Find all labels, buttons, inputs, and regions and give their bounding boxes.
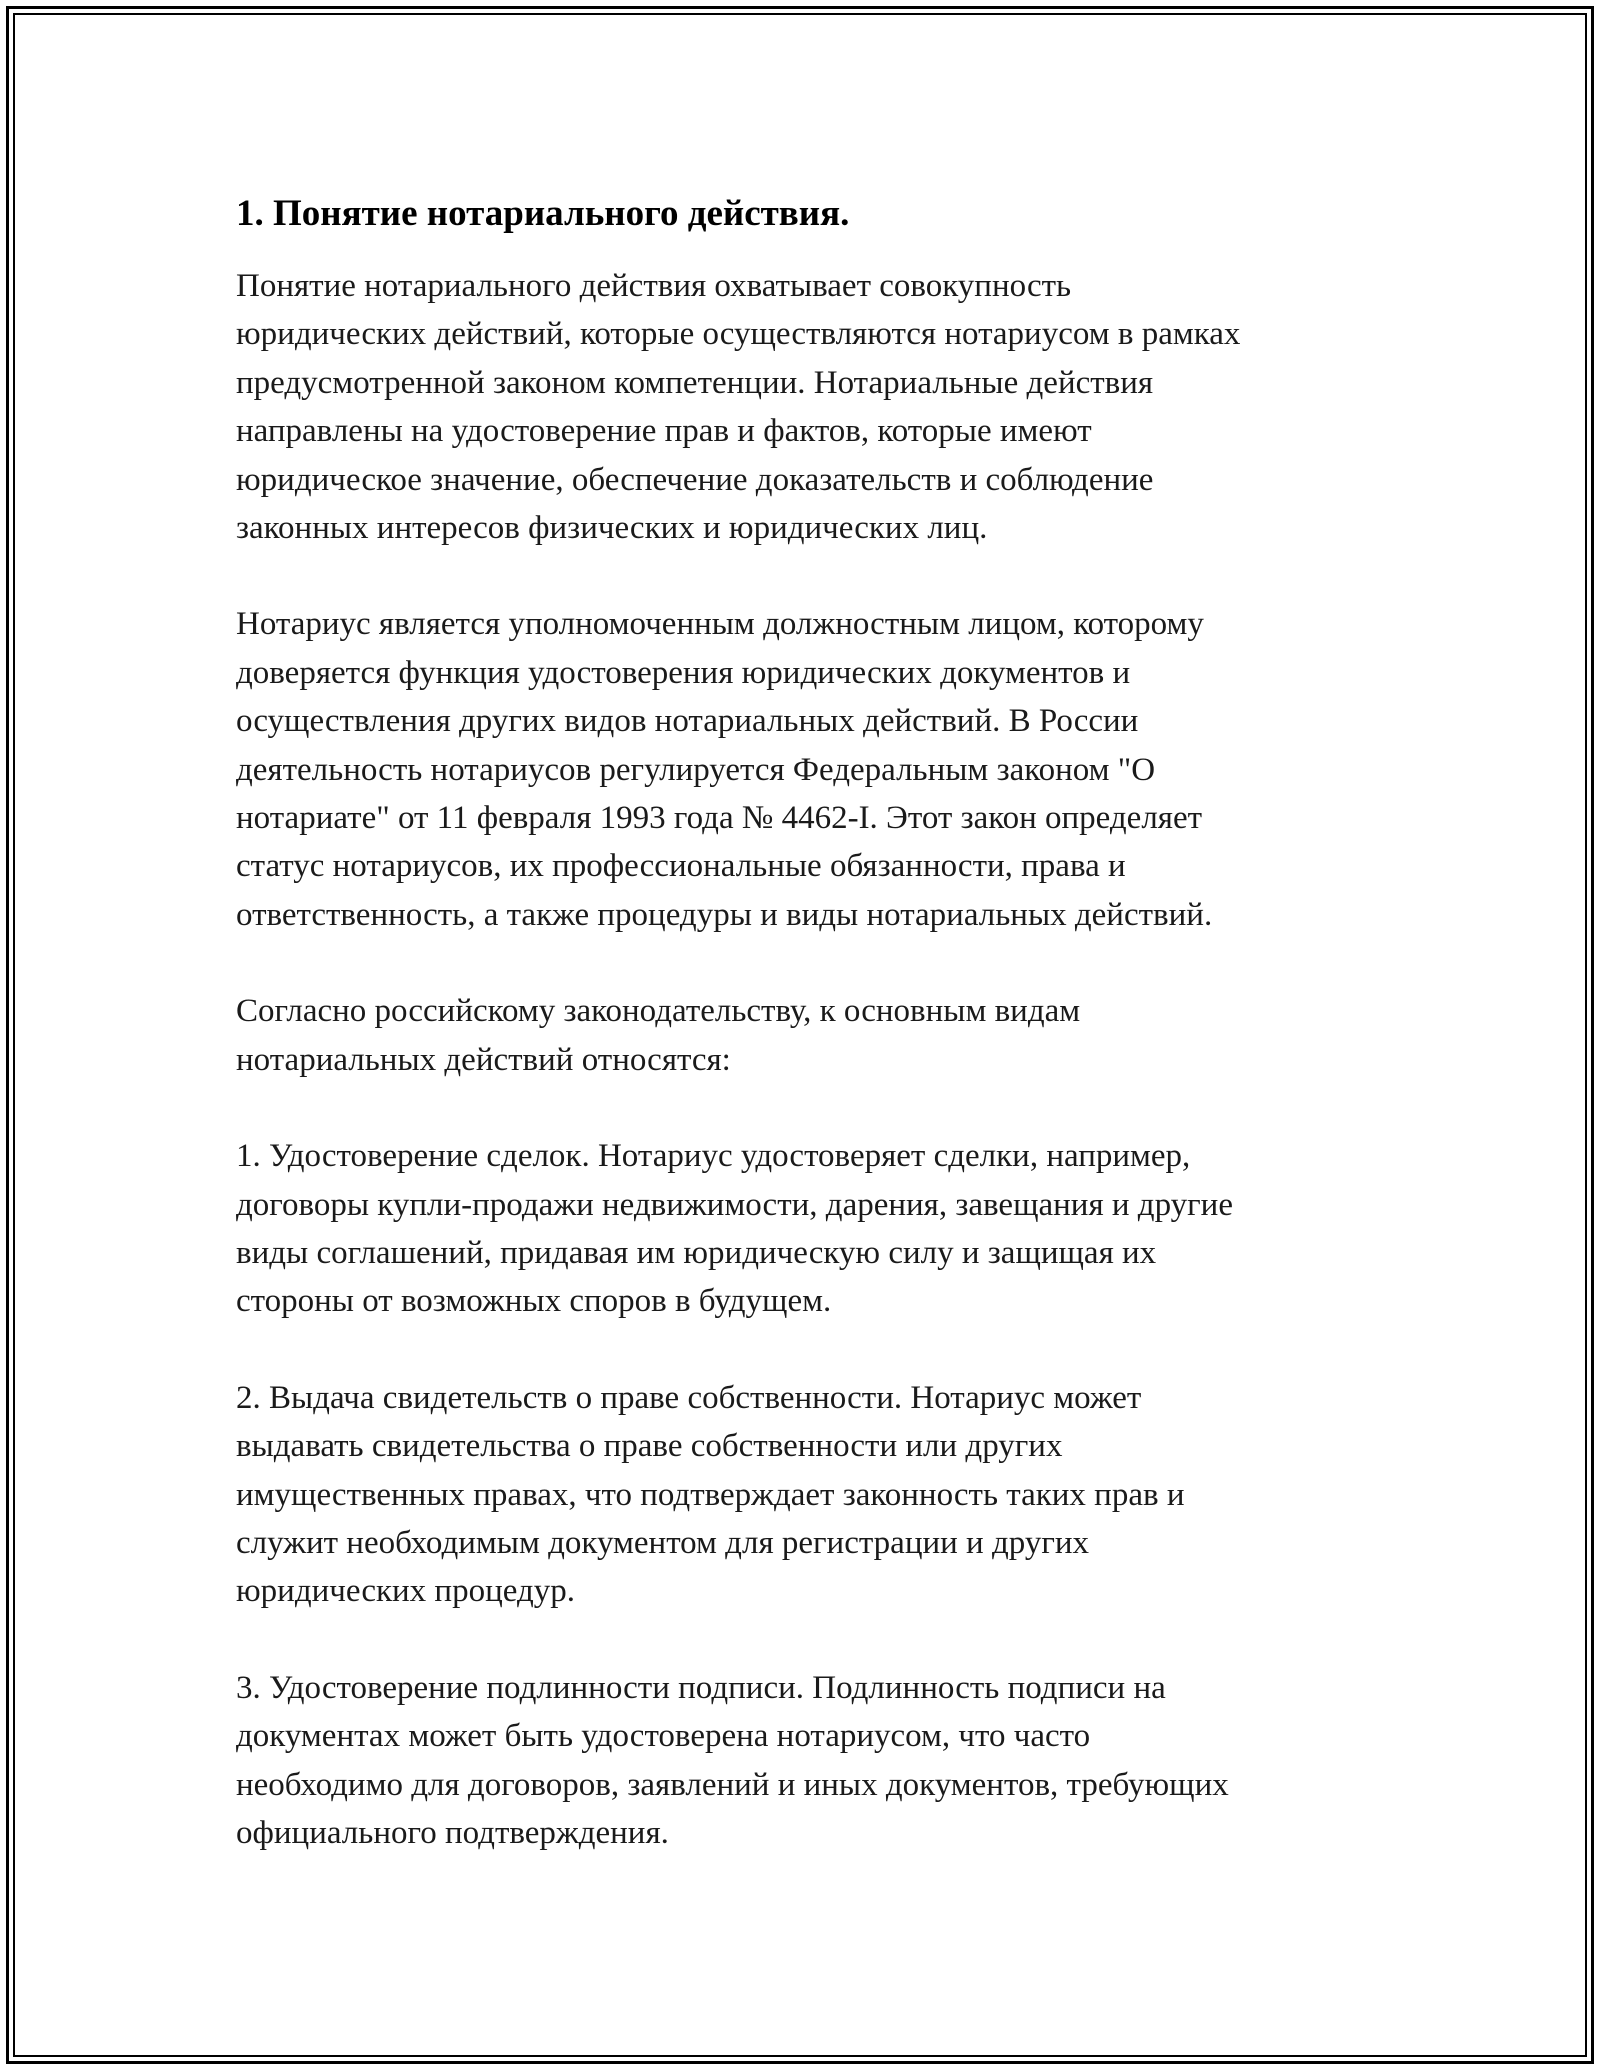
document-body	[236, 188, 1366, 1905]
section-heading: 1. Понятие нотариального действия.	[236, 193, 850, 234]
paragraph-notary-role: Нотариус является уполномоченным должностным лицом, которому доверяется функция удостоверения юридических документов и осуществления других видов нотариальных действий. В России деятельность нотариусов регулируется Федеральным законом "О нотариате" от 11 февраля 1993 года № 4462-I. Этот закон определяет статус нотариусов, их профессиональные обязанности, права и ответственность, а также процедуры и виды нотариальных действий.	[236, 606, 1213, 933]
list-item-certificates: 2. Выдача свидетельств о праве собственности. Нотариус может выдавать свидетельства о праве собственности или других имущественных правах, что подтверждает законность таких прав и служит необходимым документом для регистрации и других юридических процедур.	[236, 1379, 1185, 1610]
list-item-signature: 3. Удостоверение подлинности подписи. Подлинность подписи на документах может быть удостоверена нотариусом, что часто необходимо для договоров, заявлений и иных документов, требующих официального подтверждения.	[236, 1669, 1229, 1851]
list-item-deals: 1. Удостоверение сделок. Нотариус удостоверяет сделки, например, договоры купли-продажи недвижимости, дарения, завещания и другие виды соглашений, придавая им юридическую силу и защищая их стороны от возможных споров в будущем.	[236, 1138, 1233, 1320]
paragraph-types-intro: Согласно российскому законодательству, к основным видам нотариальных действий относятся:	[236, 993, 1081, 1078]
paragraph-definition: Понятие нотариального действия охватывает совокупность юридических действий, которые осуществляются нотариусом в рамках предусмотренной законом компетенции. Нотариальные действия направлены на удостоверение прав и фактов, которые имеют юридическое значение, обеспечение доказательств и соблюдение законных интересов физических и юридических лиц.	[236, 268, 1241, 547]
